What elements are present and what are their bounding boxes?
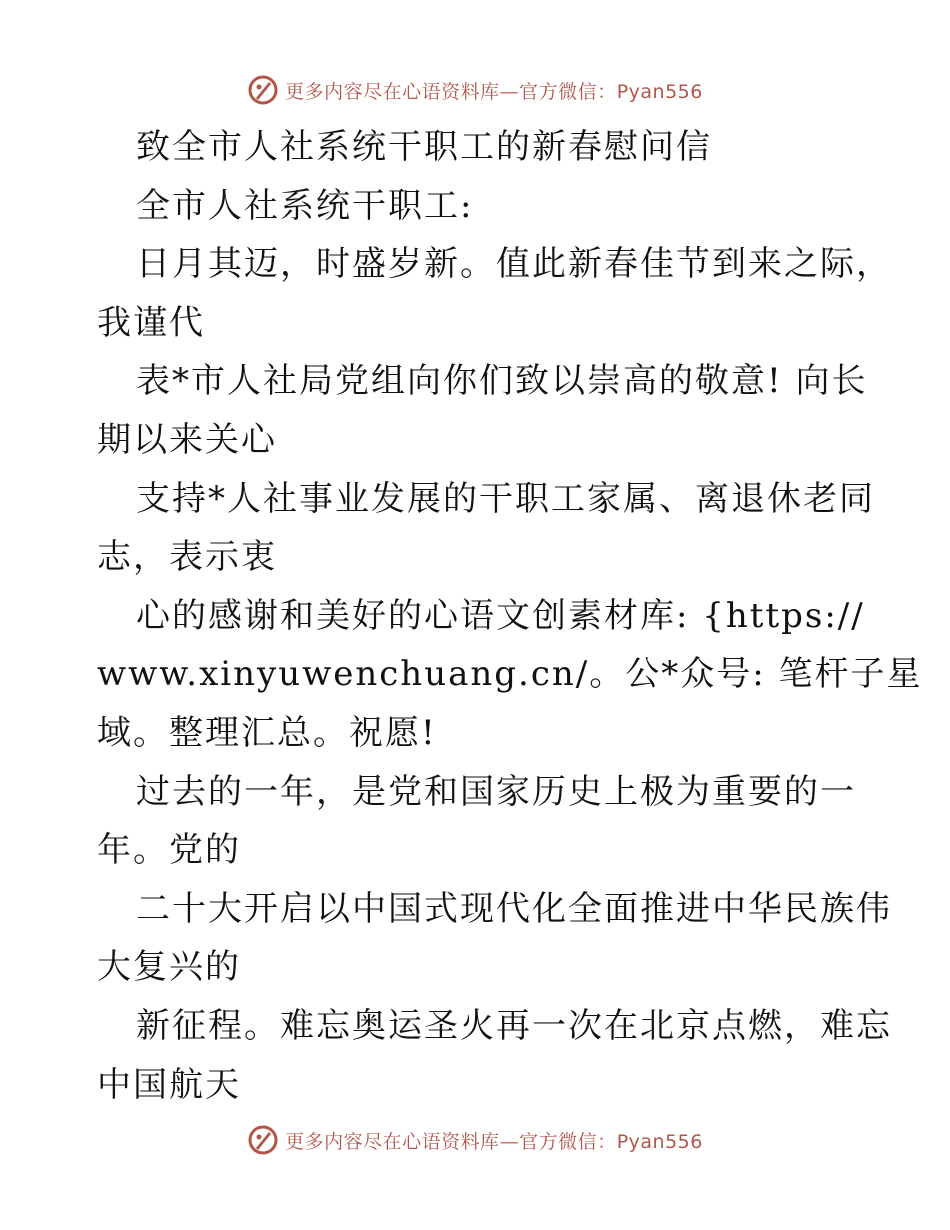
letter-body <box>97 118 923 1114</box>
footer-banner <box>0 1120 950 1160</box>
text-line: 年。党的 <box>97 830 241 871</box>
quill-logo-icon <box>247 1124 279 1156</box>
letter-title: 致全市人社系统干职工的新春慰问信 <box>136 127 712 167</box>
banner-text: 更多内容尽在心语资料库—官方微信：Pyan556 <box>285 80 703 103</box>
text-line: 日月其迈，时盛岁新。值此新春佳节到来之际， <box>136 244 892 285</box>
text-line: 大复兴的 <box>97 947 241 988</box>
text-line: 期以来关心 <box>97 419 277 460</box>
header-banner <box>0 70 950 110</box>
text-line: 支持*人社事业发展的干职工家属、离退休老同 <box>136 478 875 519</box>
text-line: 表*市人社局党组向你们致以崇高的敬意! 向长 <box>136 361 868 402</box>
text-line: 域。整理汇总。祝愿! <box>97 712 437 753</box>
text-line: 中国航天 <box>97 1064 241 1105</box>
text-line: 二十大开启以中国式现代化全面推进中华民族伟 <box>136 888 892 929</box>
text-line: www.xinyuwenchuang.cn/。公*众号: 笔杆子星 <box>97 654 923 695</box>
text-line: 志，表示衷 <box>97 537 277 578</box>
text-line: 心的感谢和美好的心语文创素材库: {https:// <box>136 595 865 636</box>
text-line: 我谨代 <box>97 302 205 343</box>
text-line: 新征程。难忘奥运圣火再一次在北京点燃，难忘 <box>136 1005 892 1046</box>
quill-logo-icon <box>247 74 279 106</box>
text-line: 过去的一年，是党和国家历史上极为重要的一 <box>136 771 856 812</box>
salutation: 全市人社系统干职工: <box>136 185 474 226</box>
banner-text: 更多内容尽在心语资料库—官方微信：Pyan556 <box>285 1130 703 1153</box>
